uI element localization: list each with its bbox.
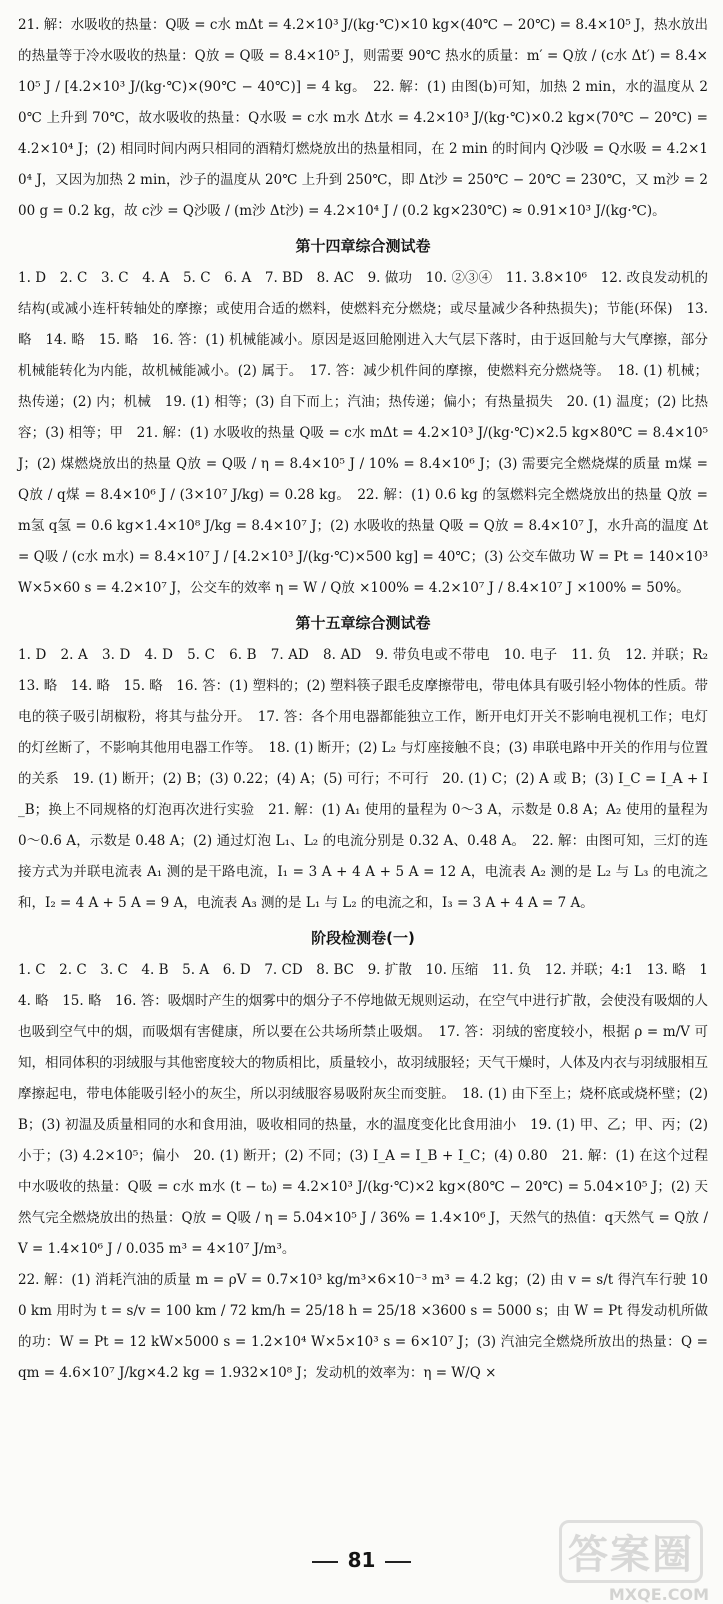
watermark-url: MXQE.COM [608,1585,709,1604]
answer-page [18,10,722,1389]
watermark-logo [559,1520,709,1604]
page-number-left-dash [312,1561,338,1563]
section-heading-chapter15: 第十五章综合测试卷 [295,614,431,632]
stage-test-1-block [18,955,708,1389]
answer-paragraph: 1. C 2. C 3. C 4. B 5. A 6. D 7. CD 8. BC 9. 扩散 10. 压缩 11. 负 12. 并联；4:1 13. 略 14. 略 15. 略 16. 答：吸烟时产生的烟雾中的烟分子不停地做无规则运动，在空气中进行扩散，会使没有吸烟的人也吸到空气中的烟，而吸烟有害健康，所以要在公共场所禁止吸烟。 17. 答：羽绒的密度较小，根据 ρ = m/V 可知，相同体积的羽绒服与其他密度较大的物质相比，质量较小，故羽绒服轻；天气干燥时，人体及内衣与羽绒服相互摩擦起电，带电体能吸引轻小的灰尘，所以羽绒服容易吸附灰尘而变脏。 18. (1) 由下至上；烧杯底或烧杯壁；(2) B；(3) 初温及质量相同的水和食用油，吸收相同的热量，水的温度变化比食用油小 19. (1) 甲、乙；甲、丙；(2) 小于；(3) 4.2×10⁵；偏小 20. (1) 断开；(2) 不同；(3) I_A = I_B + I_C；(4) 0.80 21. 解：(1) 在这个过程中水吸收的热量：Q吸 = c水 m水 (t − t₀) = 4.2×10³ J/(kg·℃)×2 kg×(80℃ − 20℃) = 5.04×10⁵ J；(2) 天然气完全燃烧放出的热量：Q放 = Q吸 / η = 5.04×10⁵ J / 36% = 1.4×10⁶ J，天然气的热值：q天然气 = Q放 / V = 1.4×10⁶ J / 0.035 m³ = 4×10⁷ J/m³。 [18,962,708,1257]
chapter15-block [18,640,722,919]
answer-paragraph: 1. D 2. C 3. C 4. A 5. C 6. A 7. BD 8. AC 9. 做功 10. ②③④ 11. 3.8×10⁶ 12. 改良发动机的结构(或减小连杆转轴处的摩擦；或使用合适的燃料，使燃料充分燃烧；或尽量减少各种热损失)；节能(环保) 13. 略 14. 略 15. 略 16. 答：(1) 机械能减小。原因是返回舱刚进入大气层下落时，由于返回舱与大气摩擦，部分机械能转化为内能，故机械能减小。(2) 属于。 17. 答：减少机件间的摩擦，使燃料充分燃烧等。 18. (1) 机械；热传递；(2) 内；机械 19. (1) 相等；(3) 自下而上；汽油；热传递；偏小；有热量损失 20. (1) 温度；(2) 比热容；(3) 相等；甲 21. 解：(1) 水吸收的热量 Q吸 = c水 mΔt = 4.2×10³ J/(kg·℃)×2.5 kg×80℃ = 8.4×10⁵ J；(2) 煤燃烧放出的热量 Q放 = Q吸 / η = 8.4×10⁵ J / 10% = 8.4×10⁶ J；(3) 需要完全燃烧煤的质量 m煤 = Q放 / q煤 = 8.4×10⁶ J / (3×10⁷ J/kg) = 0.28 kg。 22. 解：(1) 0.6 kg 的氢燃料完全燃烧放出的热量 Q放 = m氢 q氢 = 0.6 kg×1.4×10⁸ J/kg = 8.4×10⁷ J；(2) 水吸收的热量 Q吸 = Q放 = 8.4×10⁷ J，水升高的温度 Δt = Q吸 / (c水 m水) = 8.4×10⁷ J / [4.2×10³ J/(kg·℃)×500 kg] = 40℃；(3) 公交车做功 W = Pt = 140×10³ W×5×60 s = 4.2×10⁷ J，公交车的效率 η = W / Q放 ×100% = 4.2×10⁷ J / 8.4×10⁷ J ×100% = 50%。 [18,270,708,596]
section-heading-stage-test-1: 阶段检测卷(一) [311,929,415,947]
answer-paragraph: 22. 解：(1) 消耗汽油的质量 m = ρV = 0.7×10³ kg/m³×6×10⁻³ m³ = 4.2 kg；(2) 由 v = s/t 得汽车行驶 100 km 用时为 t = s/v = 100 km / 72 km/h = 25/18 h = 25/18 ×3600 s = 5000 s；由 W = Pt 得发动机所做的功：W = Pt = 12 kW×5000 s = 1.2×10⁴ W×5×10³ s = 6×10⁷ J；(3) 汽油完全燃烧所放出的热量：Q = qm = 4.6×10⁷ J/kg×4.2 kg = 1.932×10⁸ J；发动机的效率为：η = W/Q × [18,1272,708,1381]
chapter13-tail-block [18,10,708,227]
chapter14-block [18,263,708,604]
page-number-text: 81 [347,1548,376,1572]
page-number-right-dash [385,1561,411,1563]
watermark-title: 答案圈 [559,1520,703,1583]
section-heading-chapter14: 第十四章综合测试卷 [295,237,431,255]
answer-paragraph: 21. 解：水吸收的热量：Q吸 = c水 mΔt = 4.2×10³ J/(kg·℃)×10 kg×(40℃ − 20℃) = 8.4×10⁵ J，热水放出的热量等于冷水吸收的热量：Q放 = Q吸 = 8.4×10⁵ J，则需要 90℃ 热水的质量：m′ = Q放 / (c水 Δt′) = 8.4×10⁵ J / [4.2×10³ J/(kg·℃)×(90℃ − 40℃)] = 4 kg。 22. 解：(1) 由图(b)可知，加热 2 min，水的温度从 20℃ 上升到 70℃，故水吸收的热量：Q水吸 = c水 m水 Δt水 = 4.2×10³ J/(kg·℃)×0.2 kg×(70℃ − 20℃) = 4.2×10⁴ J；(2) 相同时间内两只相同的酒精灯燃烧放出的热量相同，在 2 min 的时间内 Q沙吸 = Q水吸 = 4.2×10⁴ J，又因为加热 2 min，沙子的温度从 20℃ 上升到 250℃，即 Δt沙 = 250℃ − 20℃ = 230℃，又 m沙 = 200 g = 0.2 kg，故 c沙 = Q沙吸 / (m沙 Δt沙) = 4.2×10⁴ J / (0.2 kg×230℃) ≈ 0.91×10³ J/(kg·℃)。 [18,17,708,219]
answer-paragraph: 1. D 2. A 3. D 4. D 5. C 6. B 7. AD 8. AD 9. 带负电或不带电 10. 电子 11. 负 12. 并联；R₂ 13. 略 14. 略 15. 略 16. 答：(1) 塑料的；(2) 塑料筷子跟毛皮摩擦带电，带电体具有吸引轻小物体的性质。带电的筷子吸引胡椒粉，将其与盐分开。 17. 答：各个用电器都能独立工作，断开电灯开关不影响电视机工作；电灯的灯丝断了，不影响其他用电器工作等。 18. (1) 断开；(2) L₂ 与灯座接触不良；(3) 串联电路中开关的作用与位置的关系 19. (1) 断开；(2) B；(3) 0.22；(4) A；(5) 可行；不可行 20. (1) C；(2) A 或 B；(3) I_C = I_A + I_B；换上不同规格的灯泡再次进行实验 21. 解：(1) A₁ 使用的量程为 0～3 A，示数是 0.8 A；A₂ 使用的量程为 0～0.6 A，示数是 0.48 A；(2) 通过灯泡 L₁、L₂ 的电流分别是 0.32 A、0.48 A。 22. 解：由图可知，三灯的连接方式为并联电流表 A₁ 测的是干路电流，I₁ = 3 A + 4 A + 5 A = 12 A，电流表 A₂ 测的是 L₂ 与 L₃ 的电流之和，I₂ = 4 A + 5 A = 9 A，电流表 A₃ 测的是 L₁ 与 L₂ 的电流之和，I₃ = 3 A + 4 A = 7 A。 [18,647,722,911]
